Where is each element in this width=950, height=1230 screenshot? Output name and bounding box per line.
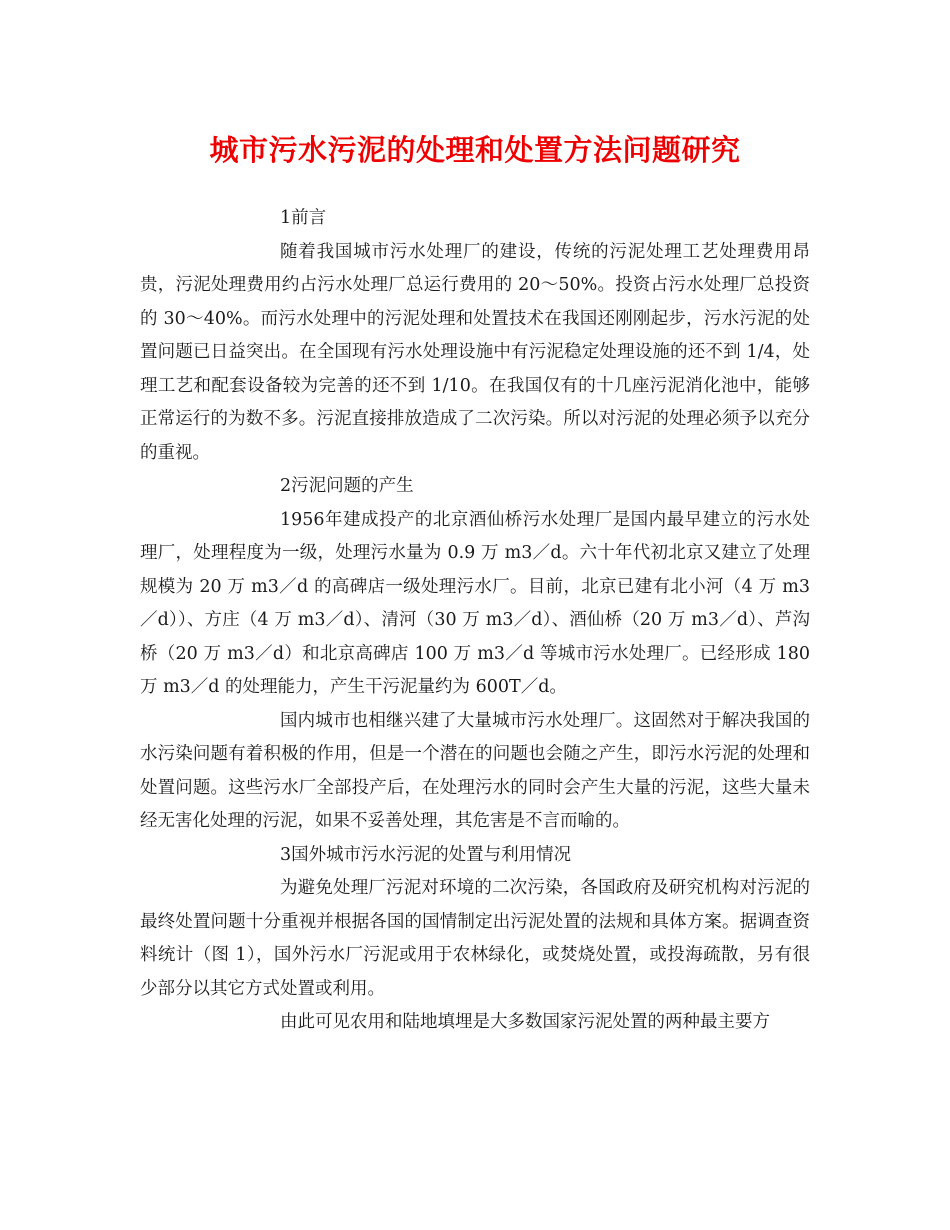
paragraph: 为避免处理厂污泥对环境的二次污染，各国政府及研究机构对污泥的最终处置问题十分重视并根据各国的国情制定出污泥处置的法规和具体方案。据调查资料统计（图 1），国外污水厂污泥或用于农林绿化，或焚烧处置，或投海疏散，另有很少部分以其它方式处置或利用。 [140,878,810,999]
section-heading-intro: 1前言 [280,208,327,228]
paragraph: 1956年建成投产的北京酒仙桥污水处理厂是国内最早建立的污水处理厂，处理程度为一级，处理污水量为 0.9 万 m3／d。六十年代初北京又建立了处理规模为 20 万 m3／d 的高碑店一级处理污水厂。目前，北京已建有北小河（4 万 m3／d））、方庄（4 万 m3／d）、清河（30 万 m3／d）、酒仙桥（20 万 m3／d）、芦沟桥（20 万 m3／d）和北京高碑店 100 万 m3／d 等城市污水处理厂。已经形成 180 万 m3／d 的处理能力，产生干污泥量约为 600T／d。 [140,509,810,697]
paragraph: 由此可见农用和陆地填埋是大多数国家污泥处置的两种最主要方 [280,1012,770,1032]
paragraph: 国内城市也相继兴建了大量城市污水处理厂。这固然对于解决我国的水污染问题有着积极的作用，但是一个潜在的问题也会随之产生，即污水污泥的处理和处置问题。这些污水厂全部投产后，在处理污水的同时会产生大量的污泥，这些大量未经无害化处理的污泥，如果不妥善处理，其危害是不言而喻的。 [140,710,810,831]
paragraph: 随着我国城市污水处理厂的建设，传统的污泥处理工艺处理费用昂贵，污泥处理费用约占污水处理厂总运行费用的 20～50%。投资占污水处理厂总投资的 30～40%。而污水处理中的污泥处理和处置技术在我国还刚刚起步，污水污泥的处置问题已日益突出。在全国现有污水处理设施中有污泥稳定处理设施的还不到 1/4，处理工艺和配套设备较为完善的还不到 1/10。在我国仅有的十几座污泥消化池中，能够正常运行的为数不多。污泥直接排放造成了二次污染。所以对污泥的处理必须予以充分的重视。 [140,241,810,463]
document-title: 城市污水污泥的处理和处置方法问题研究 [209,133,741,167]
section-heading-sludge-problem: 2污泥问题的产生 [280,476,414,496]
section-heading-foreign-disposal: 3国外城市污水污泥的处置与利用情况 [280,844,572,865]
